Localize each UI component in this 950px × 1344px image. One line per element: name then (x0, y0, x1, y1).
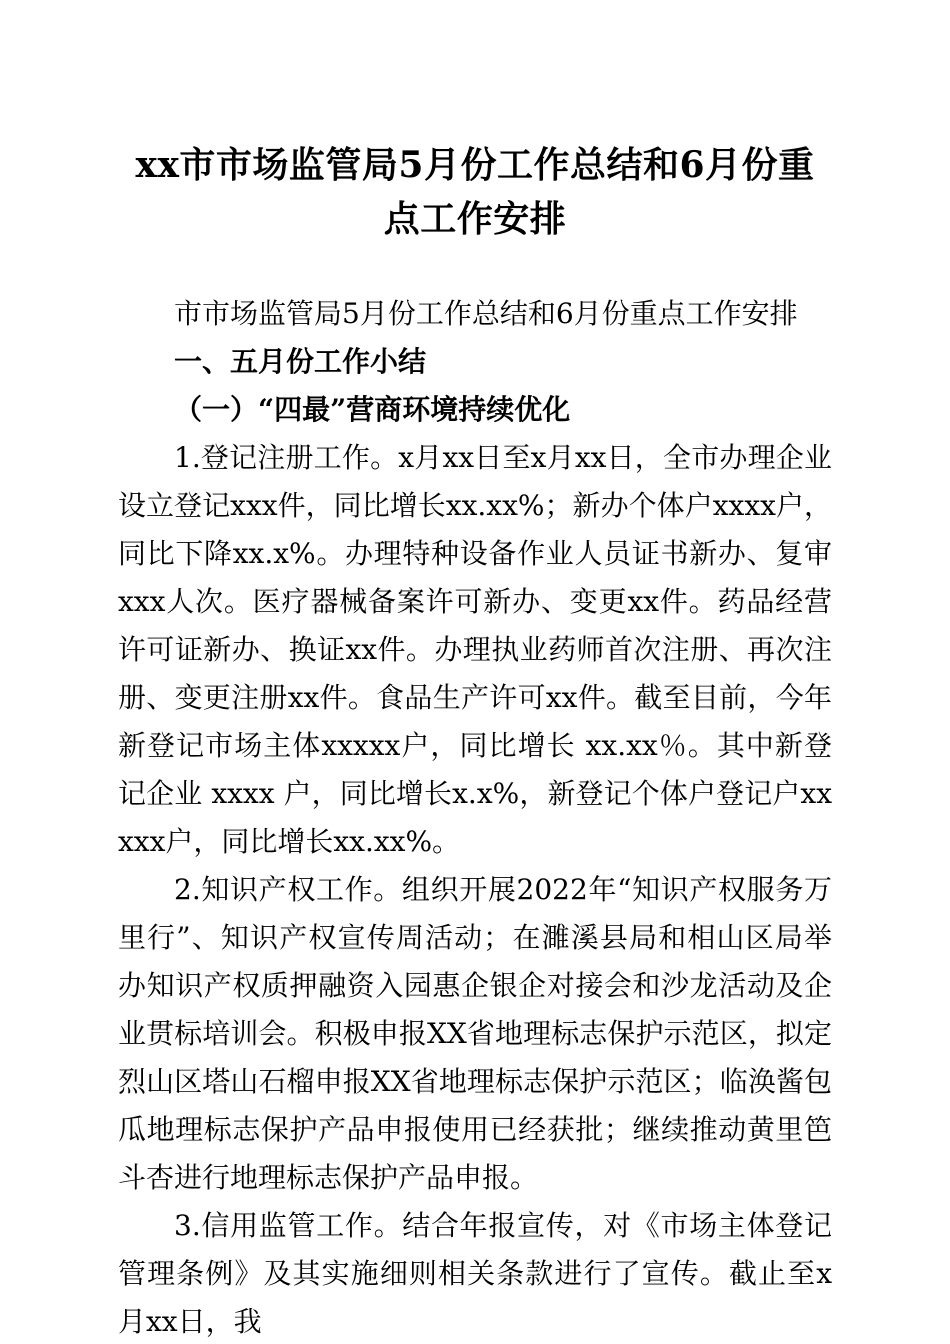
heading-subsection-one: （一）“四最”营商环境持续优化 (174, 393, 571, 426)
heading-section-one: 一、五月份工作小结 (174, 345, 427, 378)
paragraph-credit-supervision-work: 3.信用监管工作。结合年报宣传，对《市场主体登记管理条例》及其实施细则相关条款进行了宣传。截止至x月xx日，我 (118, 1209, 832, 1338)
paragraph-registration-work: 1.登记注册工作。x月xx日至x月xx日，全市办理企业设立登记xxx件，同比增长xx.xx%；新办个体户xxxx户，同比下降xx.x%。办理特种设备作业人员证书新办、复审xxx人次。医疗器械备案许可新办、变更xx件。药品经营许可证新办、换证xx件。办理执业药师首次注册、再次注册、变更注册xx件。食品生产许可xx件。截至目前，今年新登记市场主体xxxxx户，同比增长 xx.xx％。其中新登记企业 xxxx 户，同比增长x.x%，新登记个体户登记户xxxxx户，同比增长xx.xx%。 (118, 441, 832, 858)
paragraph-subtitle: 市市场监管局5月份工作总结和6月份重点工作安排 (174, 297, 798, 330)
paragraph-intellectual-property-work: 2.知识产权工作。组织开展2022年“知识产权服务万里行”、知识产权宣传周活动；在濉溪县局和相山区局举办知识产权质押融资入园惠企银企对接会和沙龙活动及企业贯标培训会。积极申报XX省地理标志保护示范区，拟定烈山区塔山石榴申报XX省地理标志保护示范区；临涣酱包瓜地理标志保护产品申报使用已经获批；继续推动黄里笆斗杏进行地理标志保护产品申报。 (118, 873, 832, 1194)
document-title: xx市市场监管局5月份工作总结和6月份重点工作安排 (135, 144, 815, 240)
